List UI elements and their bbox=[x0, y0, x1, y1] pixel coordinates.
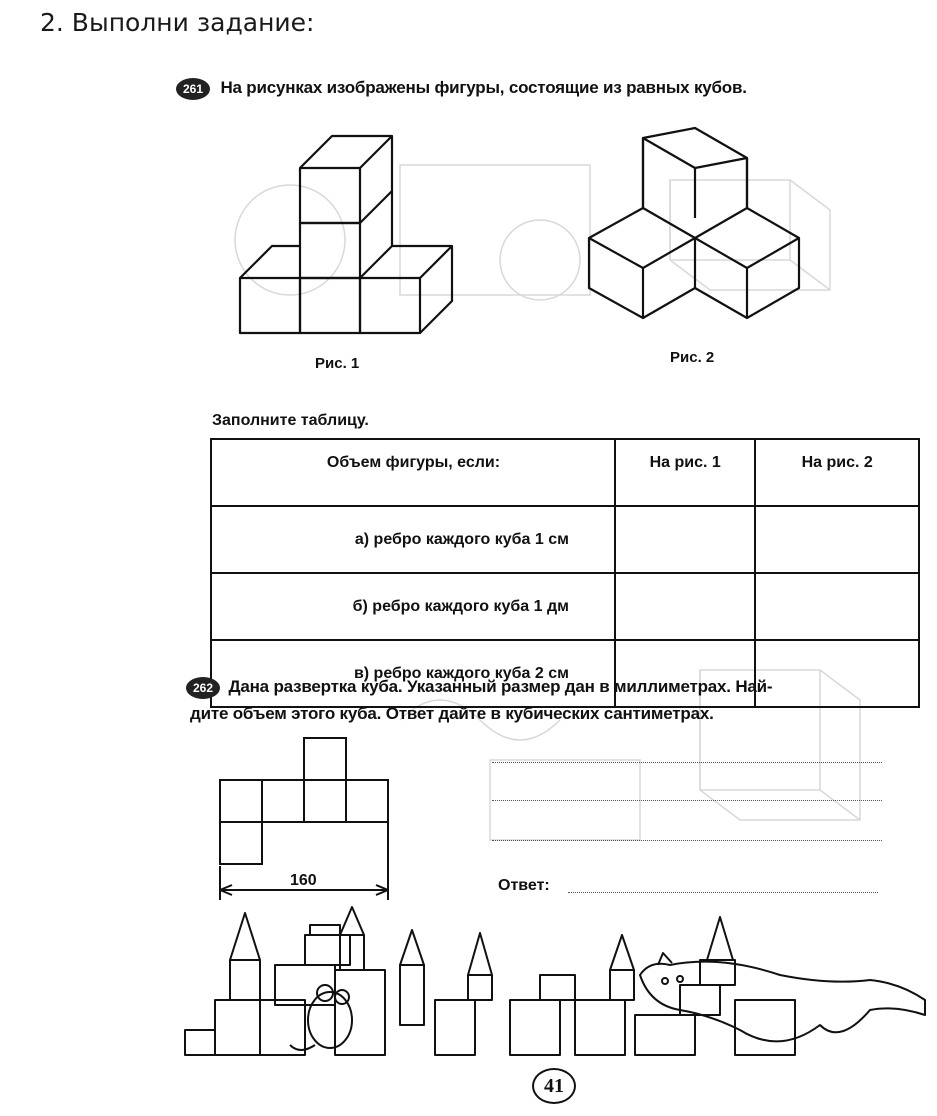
table-cell-condition: в) ребро каждого куба 2 см bbox=[211, 640, 615, 707]
table-header-cell: На рис. 2 bbox=[755, 439, 919, 506]
task2-text-line2: дите объем этого куба. Ответ дайте в кубических сантиметрах. bbox=[190, 704, 714, 723]
task1-text: На рисунках изображены фигуры, состоящие из равных кубов. bbox=[220, 78, 747, 98]
answer-line[interactable] bbox=[492, 762, 882, 763]
table-header-cell: Объем фигуры, если: bbox=[211, 439, 615, 506]
task2-number-badge: 262 bbox=[186, 677, 220, 699]
task2-text-line1: Дана развертка куба. Указанный размер дан в миллиметрах. Най- bbox=[228, 677, 773, 697]
answer-label: Ответ: bbox=[498, 877, 550, 894]
table-cell-condition: б) ребро каждого куба 1 дм bbox=[211, 573, 615, 640]
table-cell-condition: а) ребро каждого куба 1 см bbox=[211, 506, 615, 573]
table-cell-answer[interactable] bbox=[615, 573, 755, 640]
table-cell-answer[interactable] bbox=[755, 640, 919, 707]
task-header: 2. Выполни задание: bbox=[40, 8, 315, 37]
table-row bbox=[211, 573, 919, 640]
figure-1-caption: Рис. 1 bbox=[315, 355, 360, 372]
table-cell-answer[interactable] bbox=[615, 506, 755, 573]
table-cell-answer[interactable] bbox=[755, 573, 919, 640]
figure-2-caption: Рис. 2 bbox=[670, 349, 715, 366]
table-header-row bbox=[211, 439, 919, 506]
task1-heading bbox=[176, 78, 747, 100]
figure-1-cubes bbox=[230, 128, 480, 338]
page-number: 41 bbox=[544, 1075, 564, 1097]
table-cell-answer[interactable] bbox=[755, 506, 919, 573]
answer-field[interactable] bbox=[568, 892, 878, 893]
castle-illustration bbox=[180, 905, 937, 1075]
answer-line[interactable] bbox=[492, 800, 882, 801]
answer-line[interactable] bbox=[492, 840, 882, 841]
fill-table-label: Заполните таблицу. bbox=[212, 412, 369, 429]
table-header-cell: На рис. 1 bbox=[615, 439, 755, 506]
figure-2-cubes bbox=[585, 130, 815, 340]
table-row bbox=[211, 506, 919, 573]
volume-table bbox=[210, 438, 920, 708]
net-dimension-label: 160 bbox=[290, 872, 317, 889]
task2-heading bbox=[186, 677, 772, 699]
task1-number-badge: 261 bbox=[176, 78, 210, 100]
page-number-badge bbox=[532, 1068, 576, 1104]
